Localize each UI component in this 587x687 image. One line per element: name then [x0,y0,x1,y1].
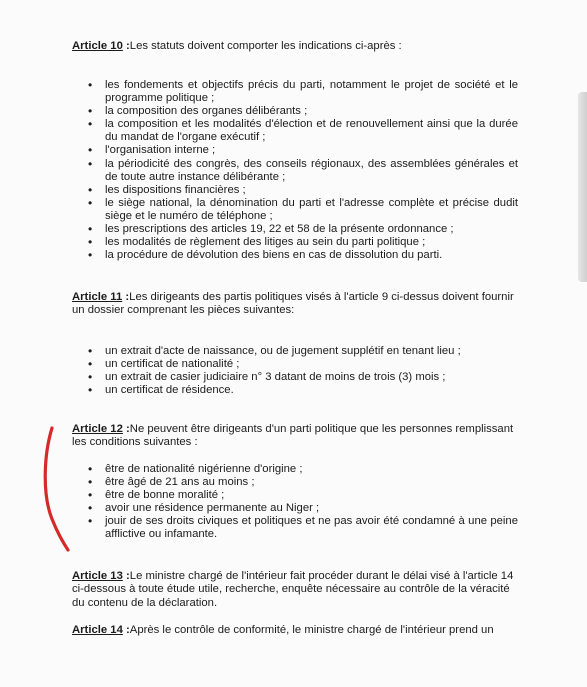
list-item: • les dispositions financières ; [88,182,246,197]
list-item: • les prescriptions des articles 19, 22 et 58 de la présente ordonnance ; [88,222,454,237]
list-item: • un certificat de résidence. [88,383,234,398]
list-item: • les modalités de règlement des litiges au sein du parti politique ; [88,235,426,250]
list-item: • la périodicité des congrès, des conseils régionaux, des assemblées générales et de toute autre instance délibérante ; [88,156,518,183]
article-14 [72,624,522,637]
article-label: Article 10 [72,40,123,52]
red-annotation-mark [38,424,78,554]
article-12-list [88,463,518,542]
list-item: • avoir une résidence permanente au Niger ; [88,501,320,516]
article-colon: : [122,291,130,303]
article-colon: : [122,624,130,636]
article-10 [72,40,522,53]
list-item: • un extrait de casier judiciaire n° 3 datant de moins de trois (3) mois ; [88,370,446,385]
list-item: • la composition et les modalités d'élection et de renouvellement ainsi que la durée du mandat de l'organe exécutif ; [88,117,518,144]
list-item: • la procédure de dévolution des biens en cas de dissolution du parti. [88,248,443,263]
article-13 [72,570,522,610]
article-11-list [88,345,518,397]
list-item: • la composition des organes délibérants ; [88,104,308,119]
article-label: Article 11 [72,291,123,303]
list-item: • un extrait d'acte de naissance, ou de jugement supplétif en tenant lieu ; [88,344,461,358]
article-10-list [88,79,518,262]
list-item: • être âgé de 21 ans au moins ; [88,475,255,490]
article-intro: Le ministre chargé de l'intérieur fait procéder durant le délai visé à l'article 14 ci-dessous à toute étude utile, recherche, enquête nécessaire au contrôle de la véracité du contenu de la déclaration. [72,570,514,609]
article-colon: : [122,423,130,435]
article-intro: Ne peuvent être dirigeants d'un parti politique que les personnes remplissant les conditions suivantes : [72,423,514,449]
article-colon: : [122,40,130,52]
list-item: • être de nationalité nigérienne d'origine ; [88,462,303,476]
list-item: • être de bonne moralité ; [88,488,225,503]
list-item: • les fondements et objectifs précis du parti, notamment le projet de société et le programme politique ; [88,78,518,105]
article-label: Article 13 [72,570,123,582]
article-intro: Après le contrôle de conformité, le ministre chargé de l'intérieur prend un [129,624,494,636]
article-12 [72,423,522,450]
red-annotation-stroke [45,428,68,550]
article-intro: Les statuts doivent comporter les indications ci-après : [129,40,402,52]
list-item: • le siège national, la dénomination du parti et l'adresse complète et précise dudit siège et le numéro de téléphone ; [88,195,518,222]
list-item: • jouir de ses droits civiques et politiques et ne pas avoir été condamné à une peine afflictive ou infamante. [88,514,518,541]
article-intro: Les dirigeants des partis politiques visés à l'article 9 ci-dessus doivent fournir un dossier comprenant les pièces suivantes: [72,291,514,317]
list-item: • l'organisation interne ; [88,143,216,158]
article-11 [72,291,522,318]
article-colon: : [122,570,130,582]
article-label: Article 12 [72,423,123,435]
article-label: Article 14 [72,624,123,636]
scrollbar-edge[interactable] [578,92,587,282]
list-item: • un certificat de nationalité ; [88,357,240,372]
